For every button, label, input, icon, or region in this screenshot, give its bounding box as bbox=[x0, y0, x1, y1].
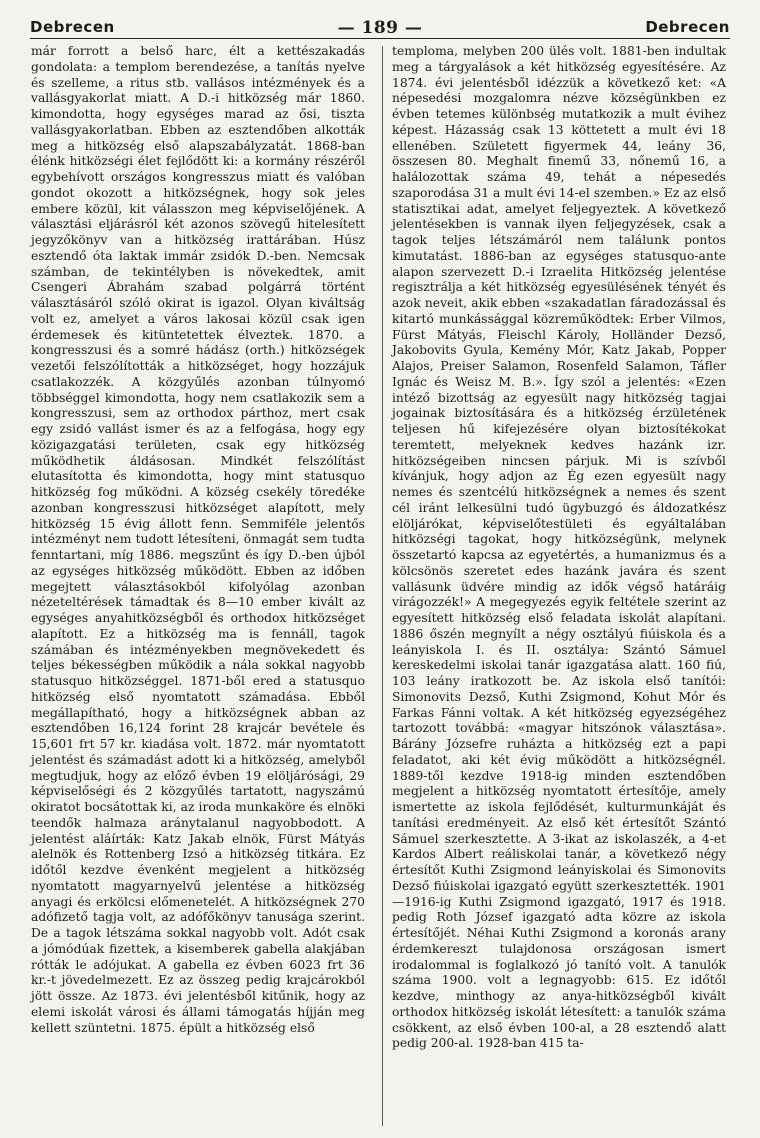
header-left-title: Debrecen bbox=[30, 18, 115, 36]
right-column bbox=[392, 44, 726, 1052]
page-number: — 189 — bbox=[337, 18, 423, 38]
column-divider bbox=[382, 46, 383, 1126]
running-header bbox=[30, 16, 730, 39]
left-column bbox=[31, 44, 365, 1036]
left-column-text: már forrott a belső harc, élt a kettészakadás gondolata: a templom berendezése, a tanítás nyelve és szelleme, a ritus stb. vallásos intézmények és a vallásgyakorlat miatt. A D.-i hitközség már 1860. kimondotta, hogy egységes marad az ősi, tiszta vallásgyakorlatban. Ebben az esztendőben alkották meg a hitközség első alapszabályzatát. 1868-ban élénk hitközségi élet fejlődött ki: a kormány részéről egybehívott országos kongresszus miatt és valóban gondot okozott a hitközségnek, hogy sok jeles embere közül, kit válasszon meg képviselőjének. A választási eljárásról két azonos szövegű hitelesített jegyzőkönyv van a hitközség irattárában. Húsz esztendő óta laktak immár zsidók D.-ben. Nemcsak számban, de tekintélyben is növekedtek, amit Csengeri Ábrahám szabad polgárrá történt választásáról szóló okirat is igazol. Olyan kiváltság volt ez, amelyet a város lakosai közül csak igen érdemesek és kitüntetettek élveztek. 1870. a kongresszusi és a somré hádász (orth.) hitközségek vezetői felszólították a hitközséget, hogy hozzájuk csatlakozzék. A közgyűlés azonban túlnyomó többséggel kimondotta, hogy nem csatlakozik sem a kongresszusi, sem az orthodox párthoz, mert csak egy zsidó vallást ismer és az a felfogása, hogy egy közigazgatási területen, csak egy hitközség működhetik áldásosan. Mindkét felszólítást elutasította és kimondotta, hogy mint statusquo hitközség fog működni. A község csekély töredéke azonban kongresszusi hitközséget alapított, mely hitközség 15 évig állott fenn. Semmiféle jelentős intézményt nem tudott létesíteni, önmagát sem tudta fenntartani, míg 1886. megszűnt és így D.-ben újból az egységes hitközség működött. Ebben az időben megejtett választásokból kifolyólag azonban nézeteltérések támadtak és 8—10 ember kivált az egységes anyahitközségből és orthodox hitközséget alapított. Ez a hitközség ma is fennáll, tagok számában és intézményekben megnövekedett és teljes békességben működik a nála sokkal nagyobb statusquo hitközséggel. 1871-ből ered a statusquo hitközség első nyomtatott számadása. Ebből megállapítható, hogy a hitközségnek abban az esztendőben 16,124 forint 28 krajcár bevétele és 15,601 frt 57 kr. kiadása volt. 1872. már nyomtatott jelentést és számadást adott ki a hitközség, amelyből megtudjuk, hogy az előző évben 19 elöljárósági, 29 képviselőségi és 2 közgyűlés tartatott, nagyszámú okiratot bocsátottak ki, az iroda munkaköre és elnöki teendők halmaza aránytalanul nagyobbodott. A jelentést aláírták: Katz Jakab elnök, Fürst Mátyás alelnök és Rottenberg Izsó a hitközség titkára. Ez időtől kezdve évenként megjelent a hitközség nyomtatott magyarnyelvű jelentése a hitközség anyagi és erkölcsi előmenetelét. A hitközségnek 270 adófizető tagja volt, az adófőkönyv tanusága szerint. De a tagok létszáma sokkal nagyobb volt. Adót csak a jómódúak fizettek, a kisemberek gabella alakjában rótták le adójukat. A gabella ez évben 6023 frt 36 kr.-t jövedelmezett. Ez az összeg pedig krajcárokból jött össze. Az 1873. évi jelentésből kitűnik, hogy az elemi iskolát városi és állami támogatás híjján meg kellett szüntetni. 1875. épült a hitközség első bbox=[31, 44, 365, 1035]
right-column-text: temploma, melyben 200 ülés volt. 1881-ben indultak meg a tárgyalások a két hitközség egyesítésére. Az 1874. évi jelentésből idézzük a következő ket: «A népesedési mozgalomra nézve községünkben ez évben tetemes különbség mutatkozik a mult évihez képest. Házasság csak 13 köttetett a mult évi 18 ellenében. Született figyermek 44, leány 36, összesen 80. Meghalt finemű 33, nőnemű 16, a halálozottak száma 49, tehát a népesedés szaporodása 31 a mult évi 14-el szemben.» Ez az első statisztikai adat, amelyet feljegyeztek. A következő jelentésekben is vannak ilyen feljegyzések, csak a tagok teljes létszámáról nem találunk pontos kimutatást. 1886-ban az egységes statusquo-ante alapon szervezett D.-i Izraelita Hitközség jelentése regisztrálja a két hitközség egyesülésének tényét és azok neveit, akik ebben «szakadatlan fáradozással és kitartó munkássággal közreműködtek: Erber Vilmos, Fürst Mátyás, Fleischl Károly, Holländer Dezső, Jakobovits Gyula, Kemény Mór, Katz Jakab, Popper Alajos, Preiser Salamon, Rosenfeld Salamon, Táfler Ignác és Weisz M. B.». Így szól a jelentés: «Ezen intéző bizottság az egyesült nagy hitközség tagjai jogainak biztosítására és a hitközség érzületének teljesen hű kifejezésére olyan biztosítékokat teremtett, melyeknek kedves hazánk izr. hitközségeiben nincsen párjuk. Mi is szívből kívánjuk, hogy adjon az Ég ezen egyesült nagy nemes és szentcélú hitközségnek a nemes és szent cél iránt lelkesülni tudó ügybuzgó és áldozatkész elöljárókat, képviselőtestületi és egyáltalában hitközségi tagokat, hogy hitközségünk, melynek összetartó kapcsa az egyetértés, a humanizmus és a kölcsönös szeretet edes hazánk javára és szent vallásunk üdvére mindig az idők végső határáig virágozzék!» A megegyezés egyik feltétele szerint az egyesített hitközség első feladata iskolát alapítani. 1886 őszén megnyílt a négy osztályú fiúiskola és a leányiskola I. és II. osztálya: Szántó Sámuel kereskedelmi iskolai tanár igazgatása alatt. 160 fiú, 103 leány iratkozott be. Az iskola első tanítói: Simonovits Dezső, Kuthi Zsigmond, Kohut Mór és Farkas Fánni voltak. A két hitközség egyezségéhez tartozott továbbá: «magyar hitszónok választása». Bárány Józsefre ruházta a hitközség ezt a papi feladatot, aki két évig működött a hitközségnél. 1889-től kezdve 1918-ig minden esztendőben megjelent a hitközség nyomtatott értesítője, amely ismertette az iskola fejlődését, kulturmunkáját és tanítási eredményeit. Az első két értesítőt Szántó Sámuel szerkesztette. A 3-ikat az iskolaszék, a 4-et Kardos Albert reáliskolai tanár, a következő négy értesítőt Kuthi Zsigmond leányiskolai és Simonovits Dezső fiúiskolai igazgató együtt szerkesztették. 1901—1916-ig Kuthi Zsigmond igazgató, 1917 és 1918. pedig Roth József igazgató adta közre az iskola értesítőjét. Néhai Kuthi Zsigmond a koronás arany érdemkereszt tulajdonosa országosan ismert irodalommal is foglalkozó jó tanító volt. A tanulók száma 1900. volt a legnagyobb: 615. Ez időtől kezdve, minthogy az anya-hitközségből kivált orthodox hitközség iskolát létesített: a tanulók száma csökkent, az első évben 100-al, a 28 esztendő alatt pedig 200-al. 1928-ban 415 ta- bbox=[392, 44, 726, 1051]
header-right-title: Debrecen bbox=[645, 18, 730, 36]
